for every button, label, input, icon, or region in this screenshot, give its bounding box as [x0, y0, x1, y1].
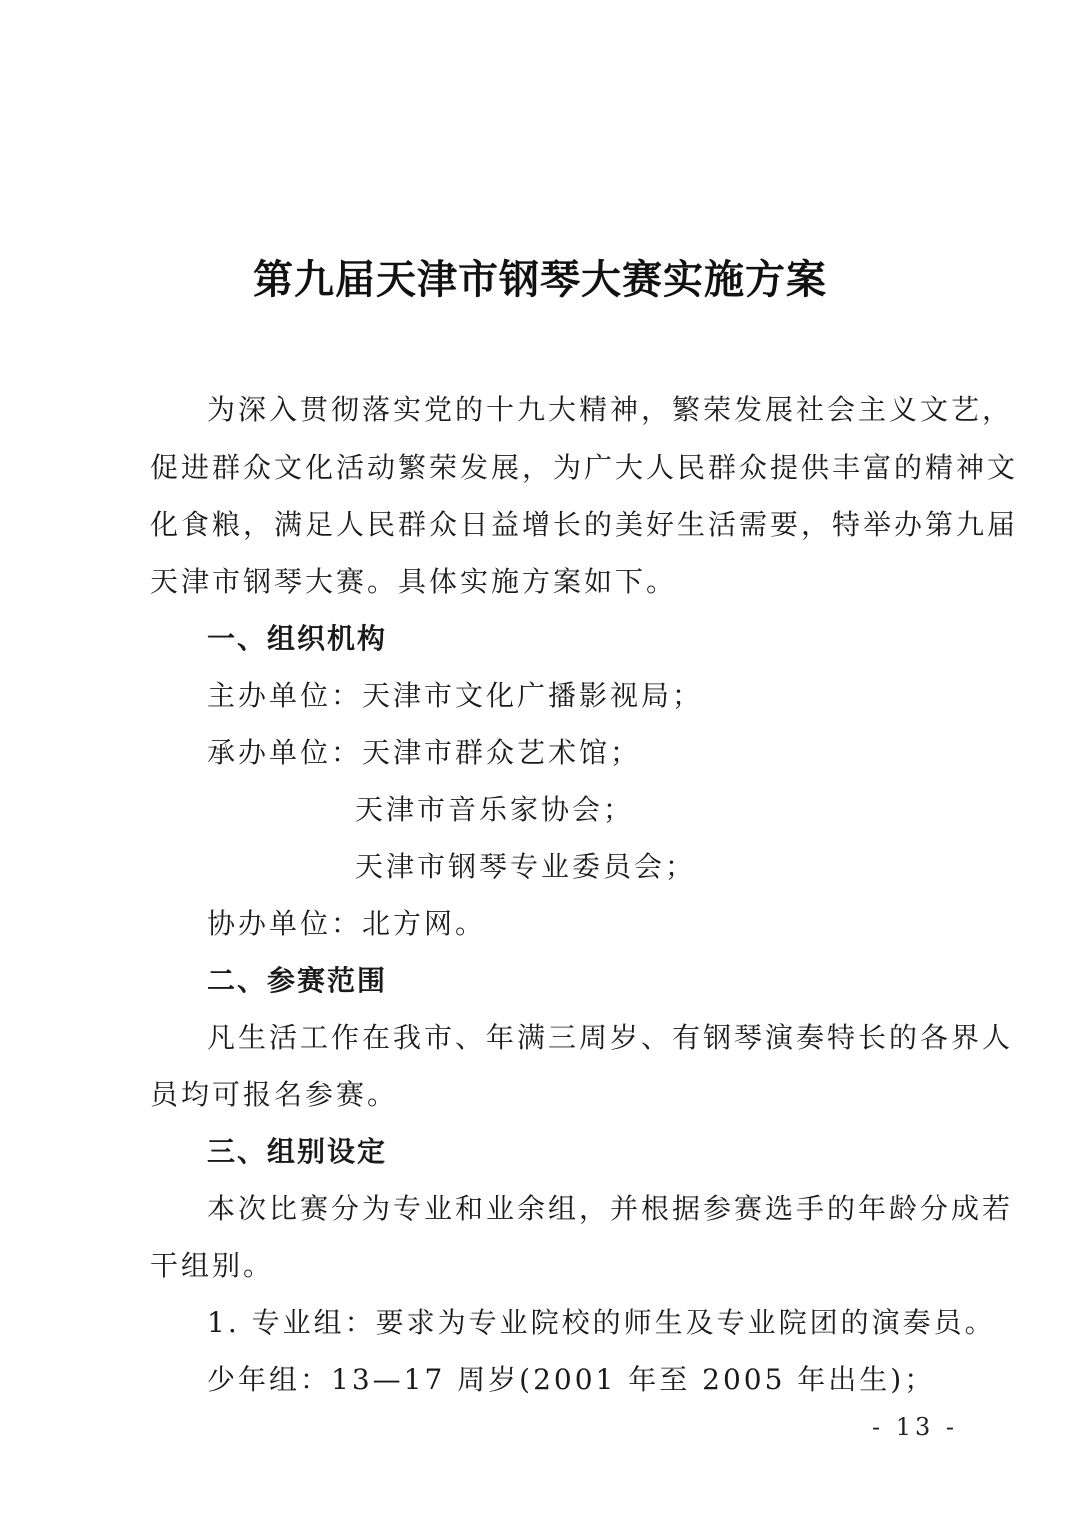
intro-line-3: 化食粮，满足人民群众日益增长的美好生活需要，特举办第九届 — [150, 508, 1019, 541]
professional-group: 1. 专业组：要求为专业院校的师生及专业院团的演奏员。 — [207, 1306, 996, 1339]
intro-line-2: 促进群众文化活动繁荣发展，为广大人民群众提供丰富的精神文 — [150, 451, 1019, 484]
section-heading-organization: 一、组织机构 — [207, 622, 388, 655]
section-heading-scope: 二、参赛范围 — [207, 964, 388, 997]
groups-line-1: 本次比赛分为专业和业余组，并根据参赛选手的年龄分成若 — [207, 1192, 1014, 1225]
groups-line-2: 干组别。 — [150, 1249, 275, 1282]
page-number: - 13 - — [871, 1413, 958, 1441]
document-title: 第九届天津市钢琴大赛实施方案 — [253, 257, 827, 303]
organizer-unit-2: 天津市音乐家协会； — [355, 793, 635, 826]
section-heading-groups: 三、组别设定 — [207, 1135, 388, 1168]
junior-group: 少年组：13—17 周岁(2001 年至 2005 年出生)； — [207, 1363, 936, 1396]
scope-line-2: 员均可报名参赛。 — [150, 1078, 399, 1111]
organizer-unit-3: 天津市钢琴专业委员会； — [355, 850, 697, 883]
organizer-unit-1: 承办单位：天津市群众艺术馆； — [207, 736, 642, 769]
intro-line-1: 为深入贯彻落实党的十九大精神，繁荣发展社会主义文艺， — [207, 393, 1014, 426]
co-organizer-unit: 协办单位：北方网。 — [207, 907, 487, 940]
host-unit: 主办单位：天津市文化广播影视局； — [207, 679, 704, 712]
scope-line-1: 凡生活工作在我市、年满三周岁、有钢琴演奏特长的各界人 — [207, 1021, 1014, 1054]
intro-line-4: 天津市钢琴大赛。具体实施方案如下。 — [150, 565, 678, 598]
